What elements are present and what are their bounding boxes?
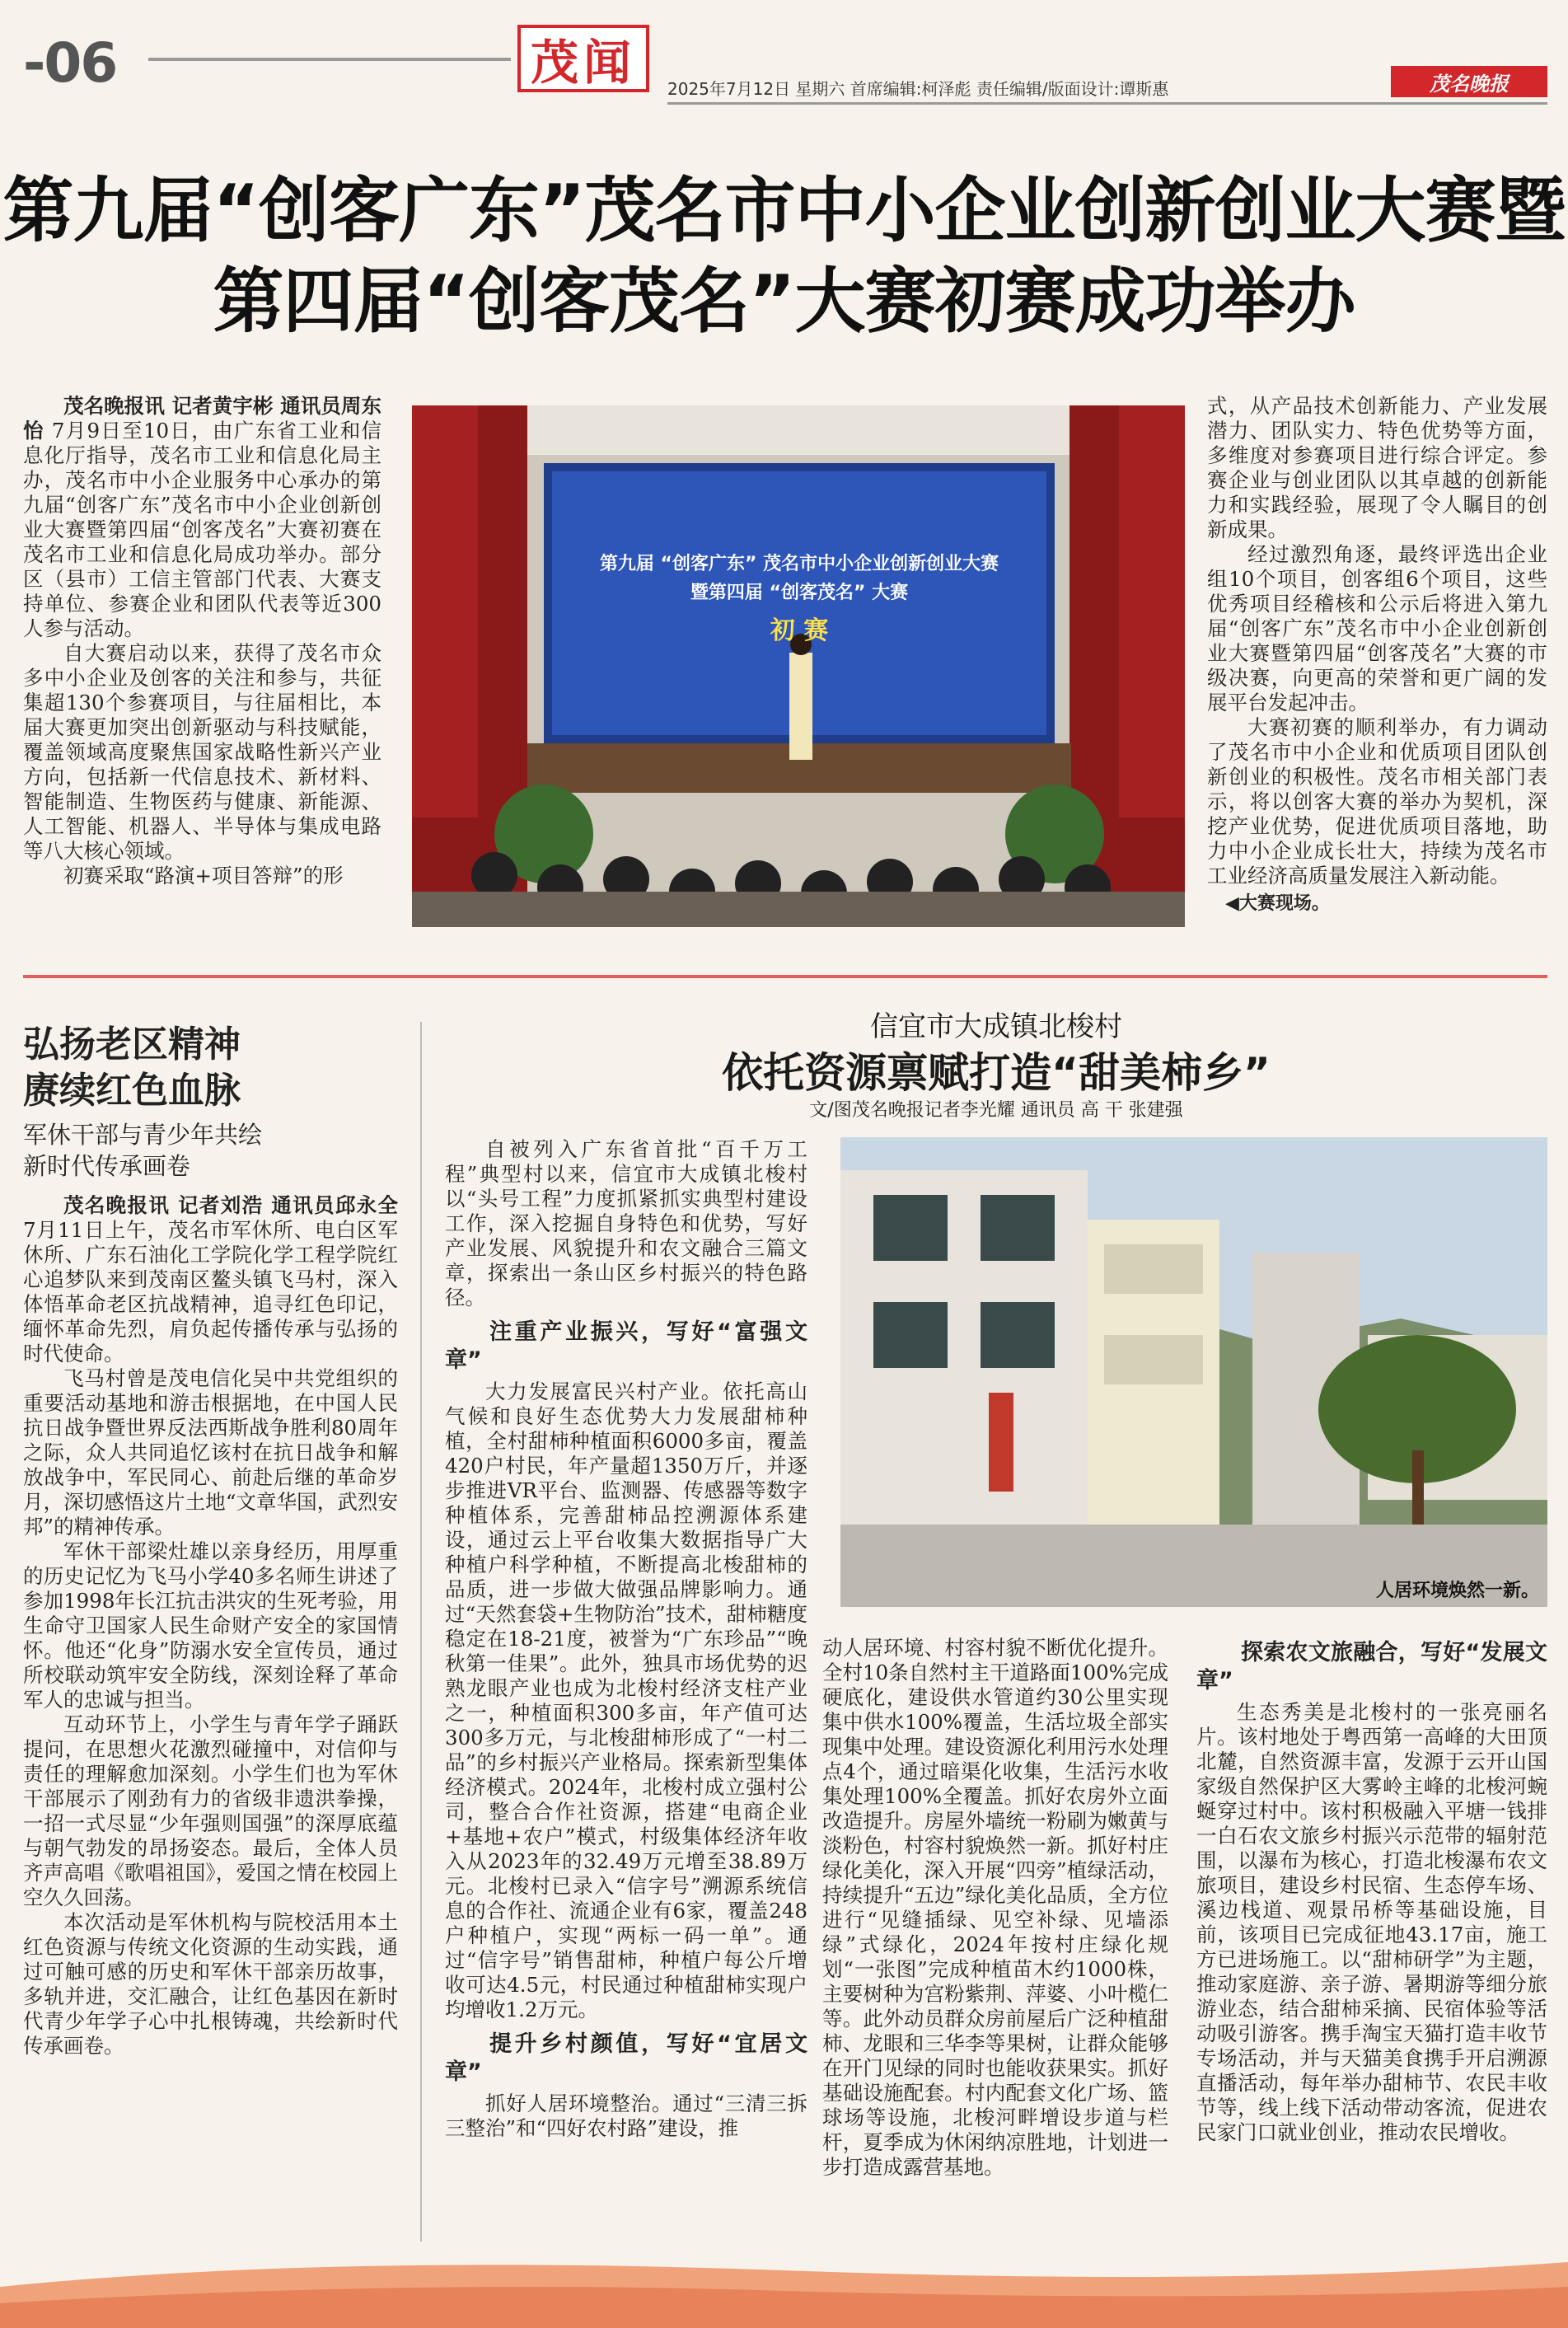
left-story-title2: 赓续红色血脉 [23, 1070, 241, 1112]
left-story [23, 1022, 398, 2059]
left-story-byline: 茂名晚报讯 记者刘浩 通讯员邱永全 [63, 1193, 398, 1217]
left-story-p4: 互动环节上，小学生与青年学子踊跃提问，在思想火花激烈碰撞中，对信仰与责任的理解愈加深刻。小学生们也为军休干部展示了刚劲有力的省级非遗洪拳操，一招一式尽显“少年强则国强”的深厚底蕴与朝气勃发的昂扬姿态。最后，全体人员齐声高唱《歌唱祖国》，爱国之情在校园上空久久回荡。 [23, 1712, 398, 1909]
header-underline [667, 102, 1547, 105]
top-story-col1 [23, 394, 381, 888]
right-story-byline: 文/图茂名晚报记者李光耀 通讯员 高 干 张建强 [809, 1100, 1183, 1121]
top-story-col2 [1207, 394, 1547, 916]
right-story-intro: 自被列入广东省首批“百千万工程”典型村以来，信宜市大成镇北梭村以“头号工程”力度抓紧抓实典型村建设工作，深入挖掘自身特色和优势，写好产业发展、风貌提升和农文融合三篇文章，探索出一条山区乡村振兴的特色路径。 [445, 1137, 807, 1309]
right-story-colC [1196, 1636, 1547, 2145]
right-story-colB [822, 1636, 1168, 2180]
top-story-p6: 大赛初赛的顺利举办，有力调动了茂名市中小企业和优质项目团队创新创业的积极性。茂名市相关部门表示，将以创客大赛的举办为契机，深挖产业优势，促进优质项目落地，助力中小企业成长壮大，持续为茂名市工业经济高质量发展注入新动能。 [1207, 715, 1547, 888]
left-story-p5: 本次活动是军休机构与院校活用本土红色资源与传统文化资源的生动实践，通过可触可感的历史和军休干部亲历故事，多轨并进，交汇融合，让红色基因在新时代青少年学子心中扎根铸魂，共绘新时代传承画卷。 [23, 1910, 398, 2058]
right-story-title: 依托资源禀赋打造“甜美柿乡” [722, 1049, 1271, 1097]
section-name: 茂闻 [530, 35, 636, 91]
top-headline-line1: 第九届“创客广东”茂名市中小企业创新创业大赛暨 [2, 170, 1566, 252]
column-rule [420, 1022, 422, 2241]
top-story-p3: 初赛采取“路演+项目答辩”的形 [63, 864, 344, 888]
section-divider [23, 975, 1547, 978]
top-story-p4: 式，从产品技术创新能力、产业发展潜力、团队实力、特色优势等方面，多维度对参赛项目进行综合评定。参赛企业与创业团队以其卓越的创新能力和实践经验，展现了令人瞩目的创新成果。 [1207, 394, 1547, 541]
left-story-subtitle1: 军休干部与青少年共绘 [23, 1121, 263, 1149]
right-story-colA [445, 1137, 807, 2141]
top-headline-line2: 第四届“创客茂名”大赛初赛成功举办 [213, 260, 1355, 343]
footer-decoration [0, 2254, 1568, 2328]
village-photo [840, 1137, 1547, 1607]
top-story-p5: 经过激烈角逐，最终评选出企业组10个项目，创客组6个项目，这些优秀项目经稽核和公示后将进入第九届“创客广东”茂名市中小企业创新创业大赛暨第四届“创客茂名”大赛的市级决赛，向更高的荣誉和更广阔的发展平台发起冲击。 [1207, 542, 1547, 714]
header-info: 2025年7月12日 星期六 首席编辑:柯泽彪 责任编辑/版面设计:谭斯惠 [667, 79, 1169, 99]
section-label-box [517, 25, 649, 92]
stage-screen-title: 第九届 “创客广东” 茂名市中小企业创新创业大赛 [599, 554, 999, 574]
right-story-subhead2: 提升乡村颜值，写好“宜居文章” [445, 2031, 807, 2085]
left-story-title1: 弘扬老区精神 [23, 1023, 241, 1066]
right-story-subhead3: 探索农文旅融合，写好“发展文章” [1196, 1640, 1547, 1693]
village-photo-caption: 人居环境焕然一新。 [1375, 1581, 1539, 1601]
stage-scene-illustration [412, 405, 1185, 927]
header-rule [148, 58, 511, 61]
left-story-p1: 7月11日上午，茂名市军休所、电白区军休所、广东石油化工学院化学工程学院红心追梦队来到茂南区鳌头镇飞马村，深入体悟革命老区抗战精神，追寻红色印记，缅怀革命先烈，肩负起传播传承与弘扬的时代使命。 [23, 1218, 398, 1365]
top-story-p1: 7月9日至10日，由广东省工业和信息化厅指导，茂名市工业和信息化局主办，茂名市中小企业服务中心承办的第九届“创客广东”茂名市中小企业创新创业大赛暨第四届“创客茂名”大赛初赛在茂名市工业和信息化局成功举办。部分区（县市）工信主管部门代表、大赛支持单位、参赛企业和团队代表等近300人参与活动。 [23, 419, 381, 640]
contest-stage-photo [412, 405, 1185, 927]
left-story-p2: 飞马村曾是茂电信化吴中共党组织的重要活动基地和游击根据地，在中国人民抗日战争暨世界反法西斯战争胜利80周年之际，众人共同追忆该村在抗日战争和解放战争中，军民同心、前赴后继的革命岁月，深切感悟这片土地“文章华国，武烈安邦”的精神传承。 [23, 1366, 398, 1539]
left-story-subtitle2: 新时代传承画卷 [23, 1152, 191, 1180]
right-story-p3: 动人居环境、村容村貌不断优化提升。全村10条自然村主干道路面100%完成硬底化，建设供水管道约30公里实现集中供水100%覆盖，生活垃圾全部实现集中处理。建设资源化利用污水处理点4个，通过暗渠化收集，生活污水收集处理100%全覆盖。抓好农房外立面改造提升。房屋外墙统一粉刷为嫩黄与淡粉色，村容村貌焕然一新。抓好村庄绿化美化，深入开展“四旁”植绿活动，持续提升“五边”绿化美化品质，全方位进行“见缝插绿、见空补绿、见墙添绿”式绿化，2024年按村庄绿化规划“一张图”完成种植苗木约1000株，主要树种为宫粉紫荆、萍婆、小叶榄仁等。此外动员群众房前屋后广泛种植甜柿、龙眼和三华李等果树，让群众能够在开门见绿的同时也能收获果实。抓好基础设施配套。村内配套文化广场、篮球场等设施，北梭河畔增设步道与栏杆，夏季成为休闲纳凉胜地，计划进一步打造成露营基地。 [822, 1636, 1168, 2179]
right-story-subhead1: 注重产业振兴，写好“富强文章” [445, 1319, 807, 1373]
stage-screen-subtitle: 暨第四届 “创客茂名” 大赛 [690, 583, 909, 603]
stage-screen-round: 初 赛 [770, 616, 829, 645]
right-story-p4: 生态秀美是北梭村的一张亮丽名片。该村地处于粤西第一高峰的大田顶北麓，自然资源丰富，发源于云开山国家级自然保护区大雾岭主峰的北梭河蜿蜒穿过村中。该村积极融入平塘一钱排一白石农文旅乡村振兴示范带的辐射范围，以瀑布为核心，打造北梭瀑布农文旅项目，建设乡村民宿、生态停车场、溪边栈道、观景吊桥等基础设施，目前，该项目已完成征地43.17亩，施工方已进场施工。以“甜柿研学”为主题，推动家庭游、亲子游、暑期游等细分旅游业态，结合甜柿采摘、民宿体验等活动吸引游客。携手淘宝天猫打造丰收节专场活动，并与天猫美食携手开启溯源直播活动，每年举办甜柿节、农民丰收节等，线上线下活动带动客流，促进农民家门口就业创业，推动农民增收。 [1196, 1700, 1547, 2144]
top-photo-caption: ◀大赛现场。 [1225, 893, 1330, 914]
right-story-p1: 大力发展富民兴村产业。依托高山气候和良好生态优势大力发展甜柿种植，全村甜柿种植面积6000多亩，覆盖420户村民，年产量超1350万斤，并逐步推进VR平台、监测器、传感器等数字种植体系，完善甜柿品控溯源体系建设，通过云上平台收集大数据指导广大种植户科学种植，不断提高北梭甜柿的品质，进一步做大做强品牌影响力。通过“天然套袋+生物防治”技术，甜柿糖度稳定在18-21度，被誉为“广东珍品”“晚秋第一佳果”。此外，独具市场优势的迟熟龙眼产业也成为北梭村经济支柱产业之一，种植面积300多亩，年产值可达300多万元，与北梭甜柿形成了“一村二品”的乡村振兴产业格局。探索新型集体经济模式。2024年，北梭村成立强村公司，整合合作社资源，搭建“电商企业+基地+农户”模式，村级集体经济年收入从2023年的32.49万元增至38.89万元。北梭村已录入“信字号”溯源系统信息的合作社、流通企业有6家，覆盖248户种植户，实现“两标一码一单”。通过“信字号”销售甜柿，种植户每公斤增收可达4.5元，村民通过种植甜柿实现户均增收1.2万元。 [445, 1379, 807, 2021]
masthead-logo: 茂名晚报 [1391, 66, 1547, 97]
right-story-p2: 抓好人居环境整治。通过“三清三拆三整治”和“四好农村路”建设，推 [445, 2091, 807, 2140]
village-scene-illustration [840, 1137, 1547, 1607]
page-number: -06 [23, 31, 117, 95]
right-story-kicker: 信宜市大成镇北梭村 [870, 1010, 1122, 1043]
left-story-p3: 军休干部梁灶雄以亲身经历，用厚重的历史记忆为飞马小学40多名师生讲述了参加1998年长江抗击洪灾的生死考验，用生命守卫国家人民生命财产安全的家国情怀。他还“化身”防溺水安全宣传员，通过所校联动筑牢安全防线，深刻诠释了革命军人的忠诚与担当。 [23, 1539, 398, 1712]
top-story-byline: 茂名晚报讯 记者黄宇彬 通讯员周东怡 [23, 394, 381, 443]
top-story-p2: 自大赛启动以来，获得了茂名市众多中小企业及创客的关注和参与，共征集超130个参赛项目，与往届相比，本届大赛更加突出创新驱动与科技赋能，覆盖领域高度聚焦国家战略性新兴产业方向，包括新一代信息技术、新材料、智能制造、生物医药与健康、新能源、人工智能、机器人、半导体与集成电路等八大核心领域。 [23, 641, 381, 863]
